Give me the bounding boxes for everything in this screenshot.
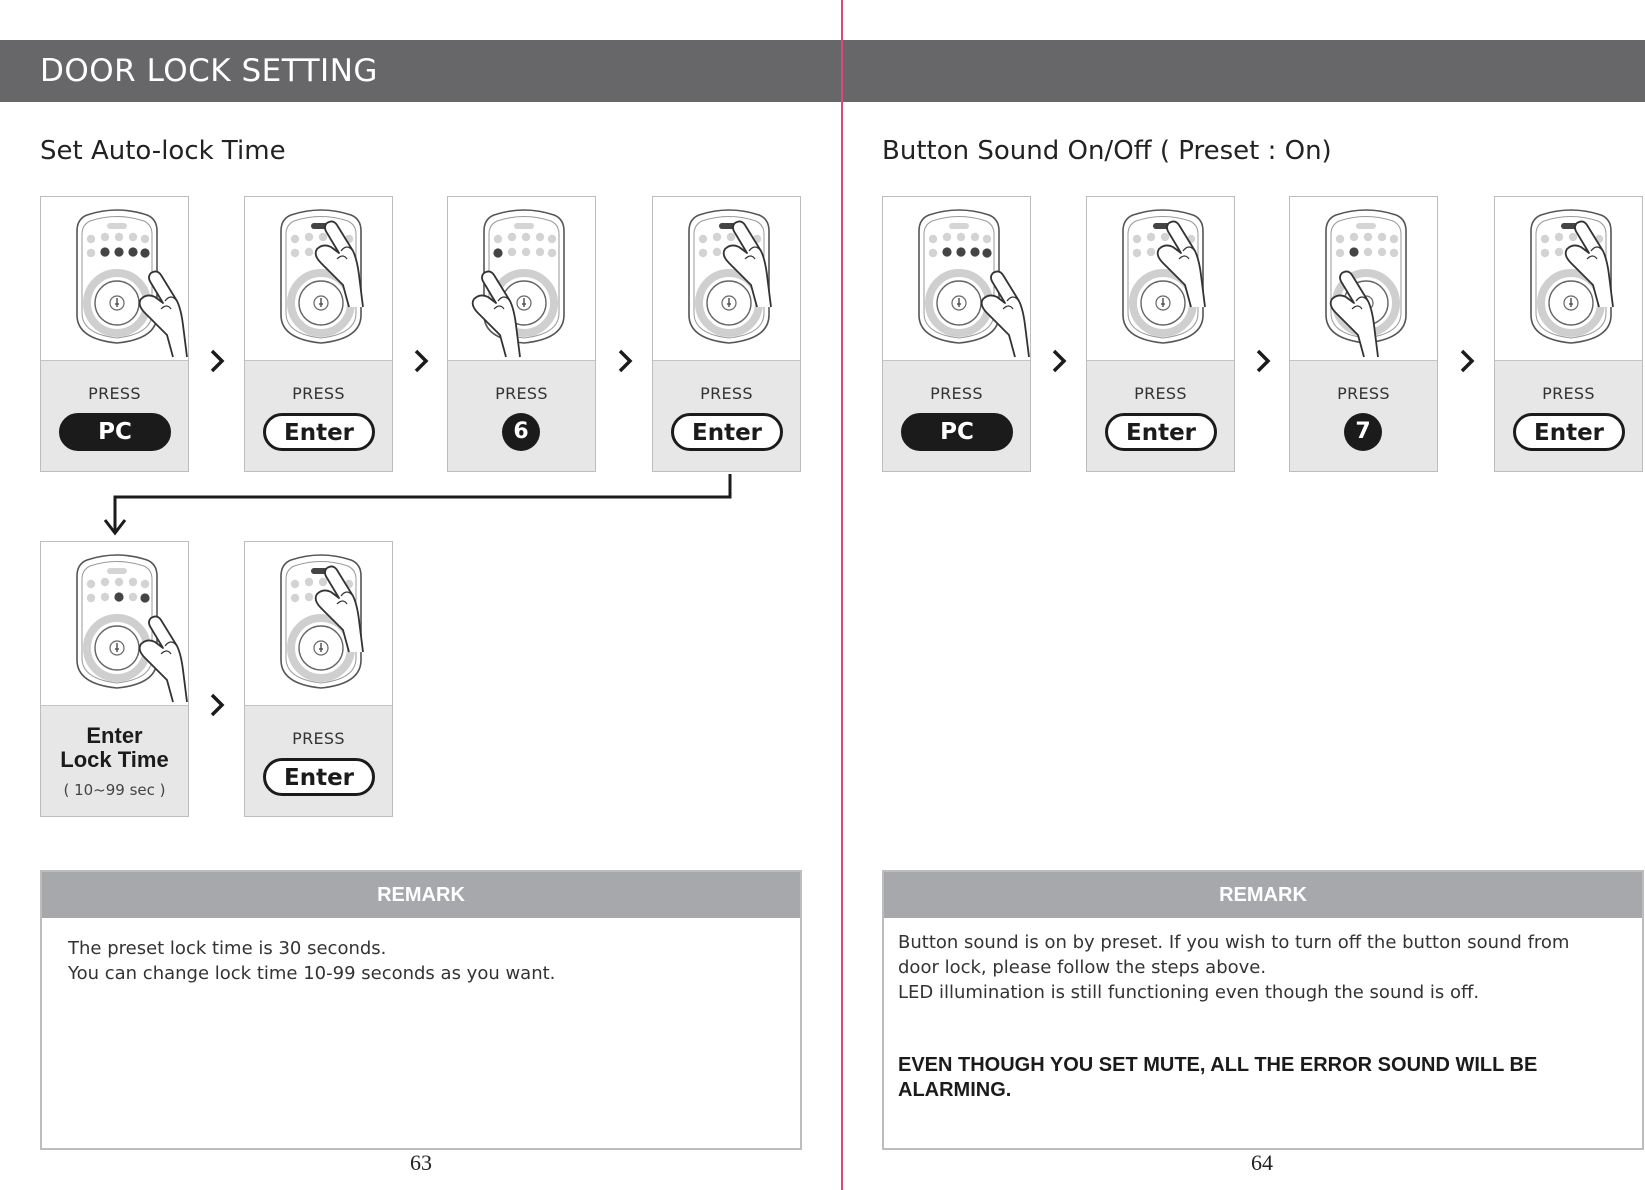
door-lock-illustration <box>1495 197 1642 360</box>
step-footer <box>1290 360 1437 471</box>
door-lock-illustration <box>883 197 1030 360</box>
step-card-enter <box>1494 196 1643 472</box>
enter-key: Enter <box>263 413 375 451</box>
remark-text: Button sound is on by preset. If you wish to turn off the button sound from door lock, please follow the steps above. <box>898 932 1570 978</box>
flow-connector-arrow <box>0 0 841 560</box>
enter-key: Enter <box>1513 413 1625 451</box>
remark-title: REMARK <box>884 872 1642 918</box>
press-label: PRESS <box>495 384 548 403</box>
step-footer <box>41 705 188 816</box>
press-label: PRESS <box>88 384 141 403</box>
page-number: 63 <box>410 1150 432 1175</box>
pc-key: PC <box>59 413 171 451</box>
remark-text: You can change lock time 10-99 seconds as you want. <box>68 963 556 984</box>
remark-text: LED illumination is still functioning even though the sound is off. <box>898 982 1480 1003</box>
step-card-enter <box>1086 196 1235 472</box>
step-card-number <box>1289 196 1438 472</box>
remark-body <box>42 918 800 1006</box>
remark-title: REMARK <box>42 872 800 918</box>
remark-box <box>882 870 1644 1150</box>
remark-box <box>40 870 802 1150</box>
enter-key: Enter <box>1105 413 1217 451</box>
remark-warning: EVEN THOUGH YOU SET MUTE, ALL THE ERROR SOUND WILL BE ALARMING. <box>898 1054 1538 1101</box>
door-lock-illustration <box>245 542 392 705</box>
enter-lock-time-label <box>41 724 188 772</box>
number-key: 7 <box>1344 413 1382 451</box>
door-lock-illustration <box>1290 197 1437 360</box>
step-card-pc <box>882 196 1031 472</box>
press-label: PRESS <box>1337 384 1390 403</box>
chevron-right-icon <box>1252 348 1274 374</box>
step-card-enter <box>244 541 393 817</box>
door-lock-illustration <box>41 542 188 705</box>
remark-body <box>884 918 1642 1123</box>
number-key: 6 <box>502 413 540 451</box>
section-title-auto-lock: Set Auto-lock Time <box>40 136 286 166</box>
step-footer <box>1087 360 1234 471</box>
step-card-lock-time <box>40 541 189 817</box>
press-label: PRESS <box>292 729 345 748</box>
chevron-right-icon <box>1456 348 1478 374</box>
enter-key: Enter <box>263 758 375 796</box>
pc-key: PC <box>901 413 1013 451</box>
step-footer <box>245 705 392 816</box>
page-title: DOOR LOCK SETTING <box>40 53 378 89</box>
press-label: PRESS <box>292 384 345 403</box>
chevron-right-icon <box>206 692 228 718</box>
lock-time-line2: Lock Time <box>60 747 169 772</box>
door-lock-illustration <box>1087 197 1234 360</box>
page-number: 64 <box>1251 1150 1273 1175</box>
page-divider <box>841 0 843 1190</box>
press-label: PRESS <box>700 384 753 403</box>
enter-key: Enter <box>671 413 783 451</box>
step-footer <box>1495 360 1642 471</box>
press-label: PRESS <box>1542 384 1595 403</box>
chevron-right-icon <box>1048 348 1070 374</box>
section-title-button-sound: Button Sound On/Off ( Preset : On) <box>882 136 1332 166</box>
press-label: PRESS <box>1134 384 1187 403</box>
press-label: PRESS <box>930 384 983 403</box>
lock-time-line1: Enter <box>86 723 143 748</box>
step-footer <box>883 360 1030 471</box>
lock-time-range: ( 10~99 sec ) <box>63 781 166 799</box>
remark-text: The preset lock time is 30 seconds. <box>68 938 387 959</box>
